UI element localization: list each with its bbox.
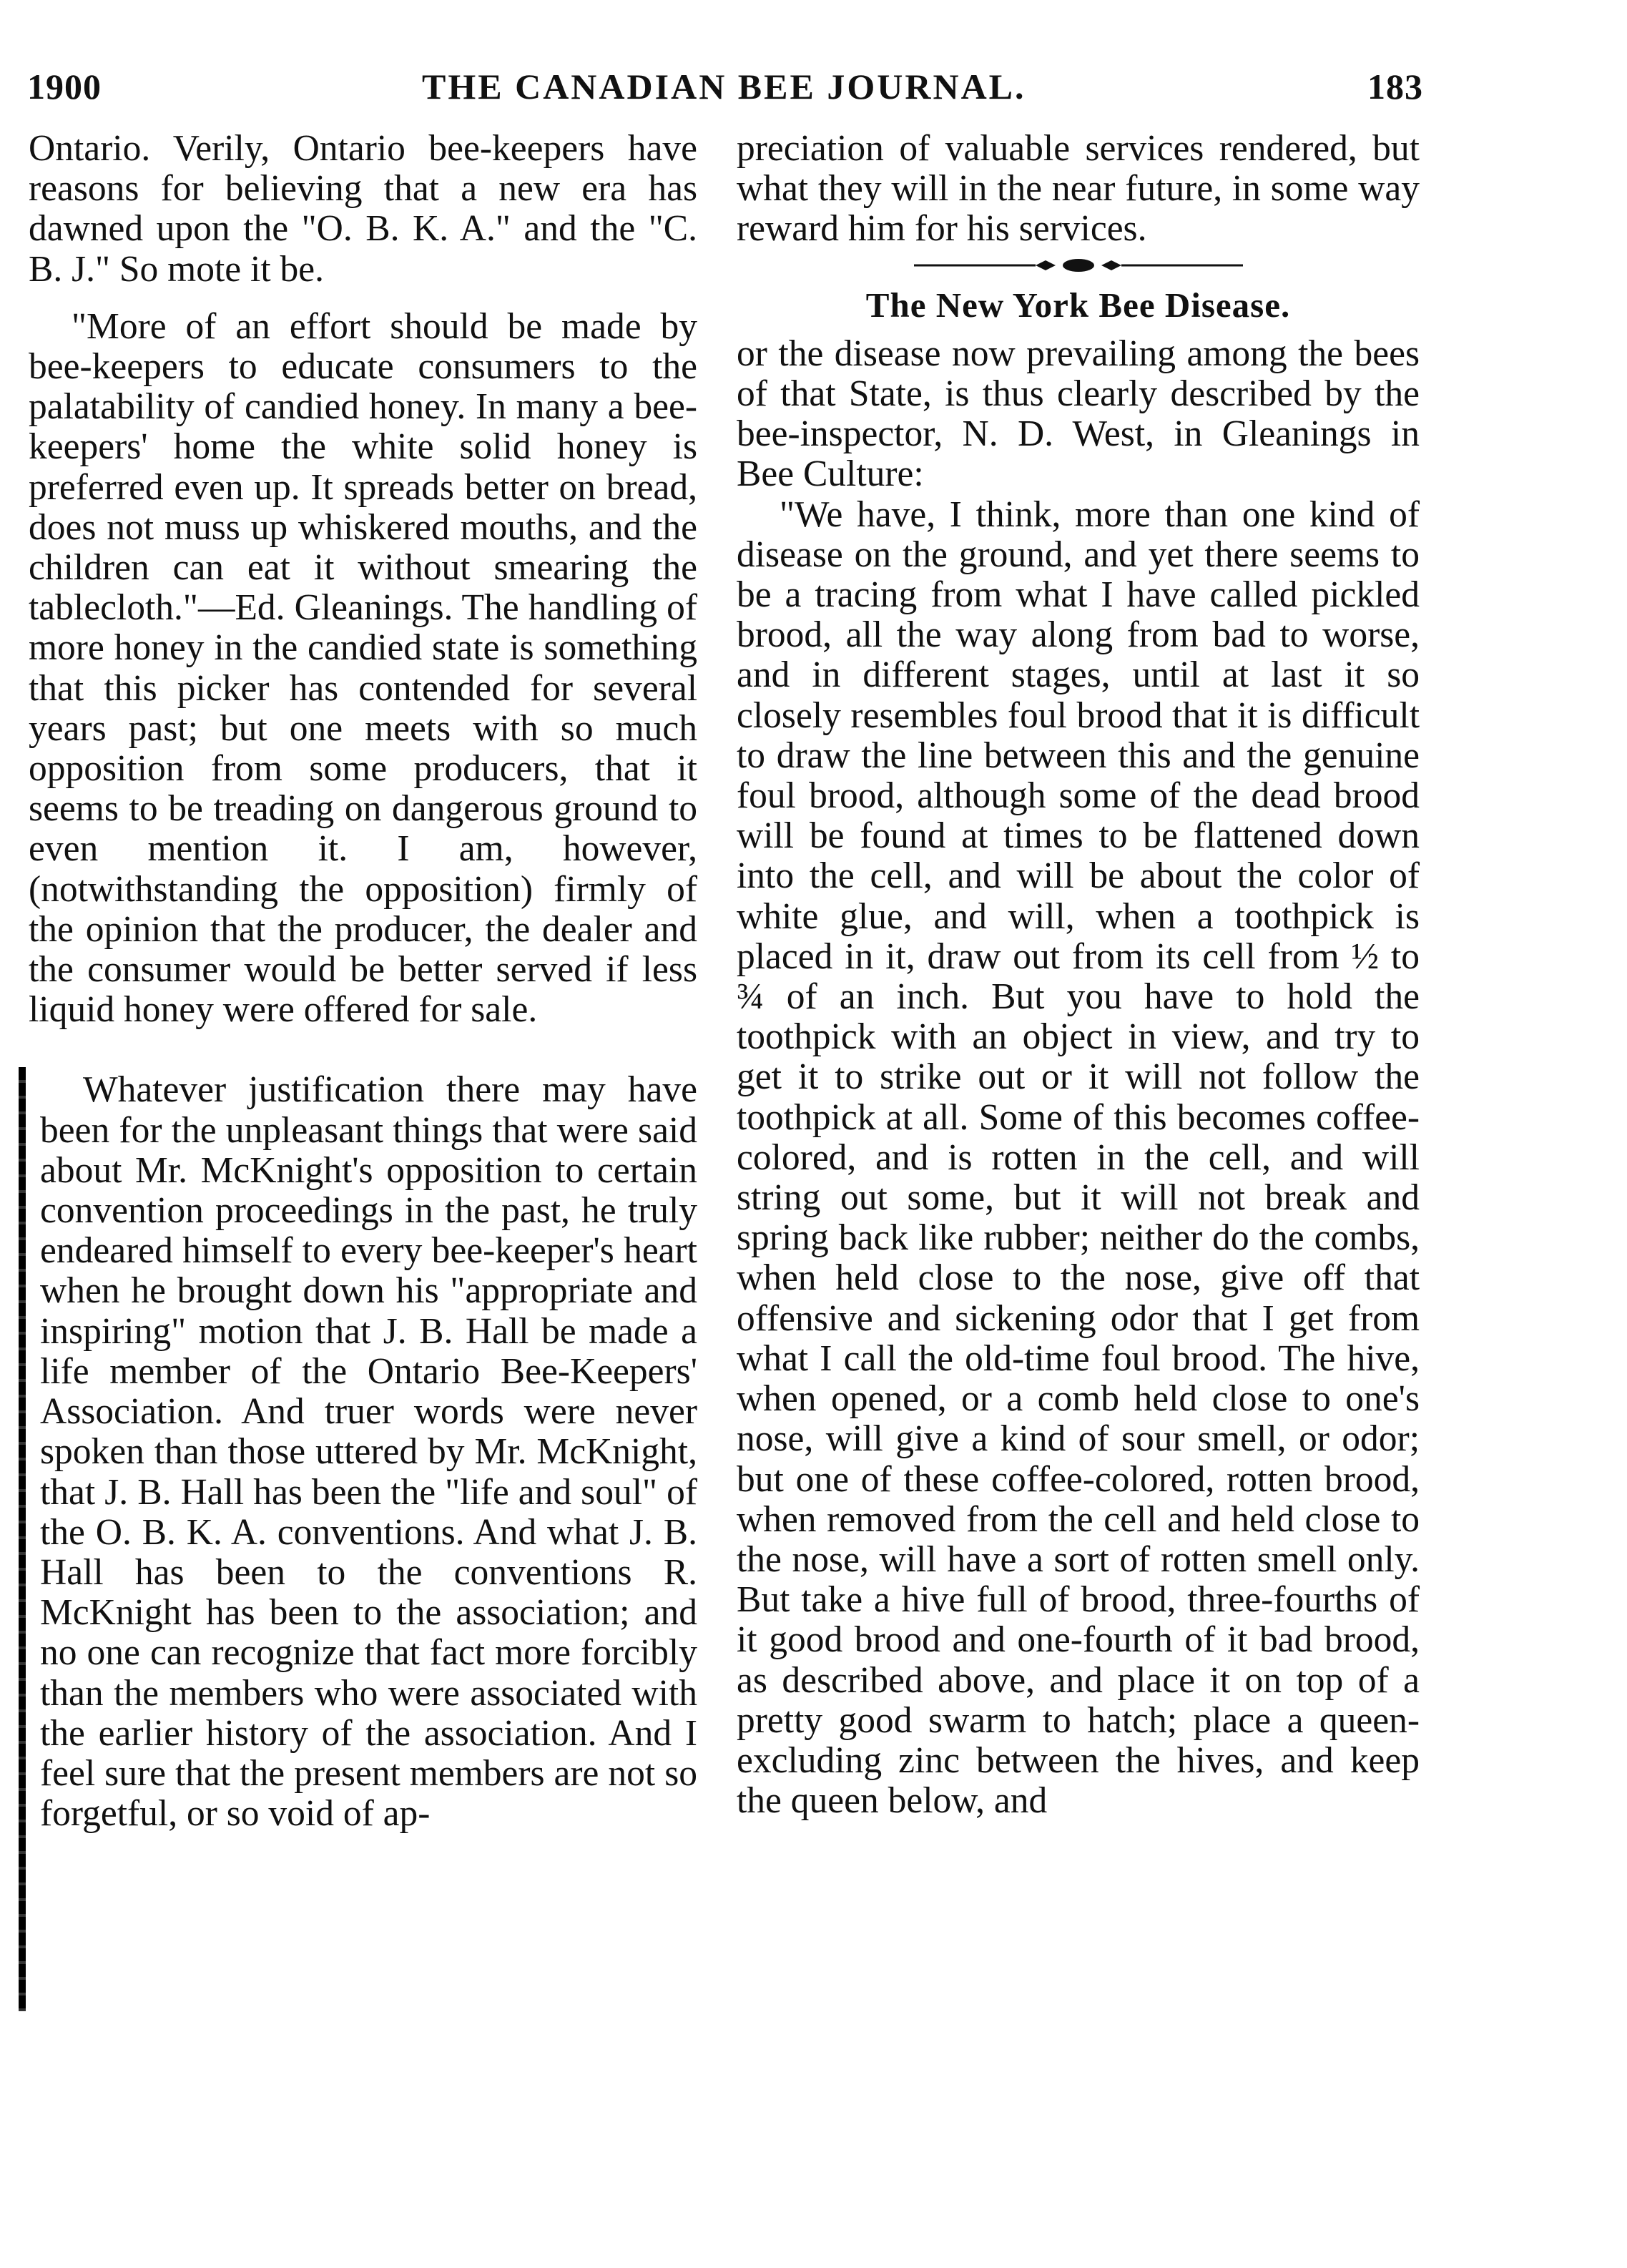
paragraph-gap [29,1030,697,1070]
right-paragraph-2: or the disease now prevailing among the bees of that State, is thus clearly described by the bee-inspector, N. D. West, in Gleanings in Bee Culture: [737,333,1420,495]
left-paragraph-2: "More of an effort should be made by bee-keepers to educate consumers to the palatability of candied honey. In many a bee-keepers' home the white solid honey is preferred even up. It spreads better on bread, does not muss up whiskered mouths, and the children can eat it without smearing the tablecloth."—Ed. Gleanings. The handling of more honey in the candied state is something that this picker has contended for several years past; but one meets with so much opposition from some producers, that it seems to be treading on dangerous ground to even mention it. I am, however, (notwithstanding the opposition) firmly of the opinion that the producer, the dealer and the consumer would be better served if less liquid honey were offered for sale. [29,305,697,1031]
left-column [29,129,697,1834]
marked-passage [29,1070,697,1834]
left-paragraph-1: Ontario. Verily, Ontario bee-keepers have reasons for believing that a new era has dawned upon the "O. B. K. A." and the "C. B. J." So mote it be. [29,128,697,290]
right-paragraph-1: preciation of valuable services rendered, but what they will in the near future, in some way reward him for his services. [737,128,1420,250]
running-header [21,66,1423,116]
right-column [737,129,1420,1821]
marginal-marker-line [19,1067,26,2011]
paragraph-gap [29,290,697,307]
section-heading: The New York Bee Disease. [865,285,1291,325]
header-page-number: 183 [1367,67,1423,107]
right-paragraph-3: "We have, I think, more than one kind of disease on the ground, and yet there seems to be a tracing from what I have called pickled brood, all the way along from bad to worse, and in different stages, until at last it so closely resembles foul brood that it is difficult to draw the line between this and the genuine foul brood, although some of the dead brood will be found at times to be flattened down into the cell, and will be about the color of white glue, and will, when a toothpick is placed in it, draw out from its cell from ½ to ¾ of an inch. But you have to hold the toothpick with an object in view, and try to get it to strike out or it will not follow the toothpick at all. Some of this becomes coffee-colored, and is rotten in the cell, and will string out some, but it will not break and spring back like rubber; neither do the combs, when held close to the nose, give off that offensive and sickening odor that I get from what I call the old-time foul brood. The hive, when opened, or a comb held close to one's nose, will give a kind of sour smell, or odor; but one of these coffee-colored, rotten brood, when removed from the cell and held close to the nose, will have a sort of rotten smell only. But take a hive full of brood, three-fourths of it good brood and one-fourth of it bad brood, as described above, and place it on top of a pretty good swarm to hatch; place a queen-excluding zinc between the hives, and keep the queen below, and [737,494,1420,1822]
left-paragraph-3: Whatever justification there may have been for the unpleasant things that were said about Mr. McKnight's opposition to certain convention proceedings in the past, he truly endeared himself to every bee-keeper's heart when he brought down his "appropriate and inspiring" motion that J. B. Hall be made a life member of the Ontario Bee-Keepers' Association. And truer words were never spoken than those uttered by Mr. McKnight, that J. B. Hall has been the "life and soul" of the O. B. K. A. conventions. And what J. B. Hall has been to the conventions R. McKnight has been to the association; and no one can recognize that fact more forcibly than the members who were associated with the earlier history of the association. And I feel sure that the present members are not so forgetful, or so void of ap- [40,1069,697,1835]
ornament-divider [914,257,1243,274]
header-year: 1900 [27,67,102,107]
header-journal-title: THE CANADIAN BEE JOURNAL. [422,67,1026,107]
